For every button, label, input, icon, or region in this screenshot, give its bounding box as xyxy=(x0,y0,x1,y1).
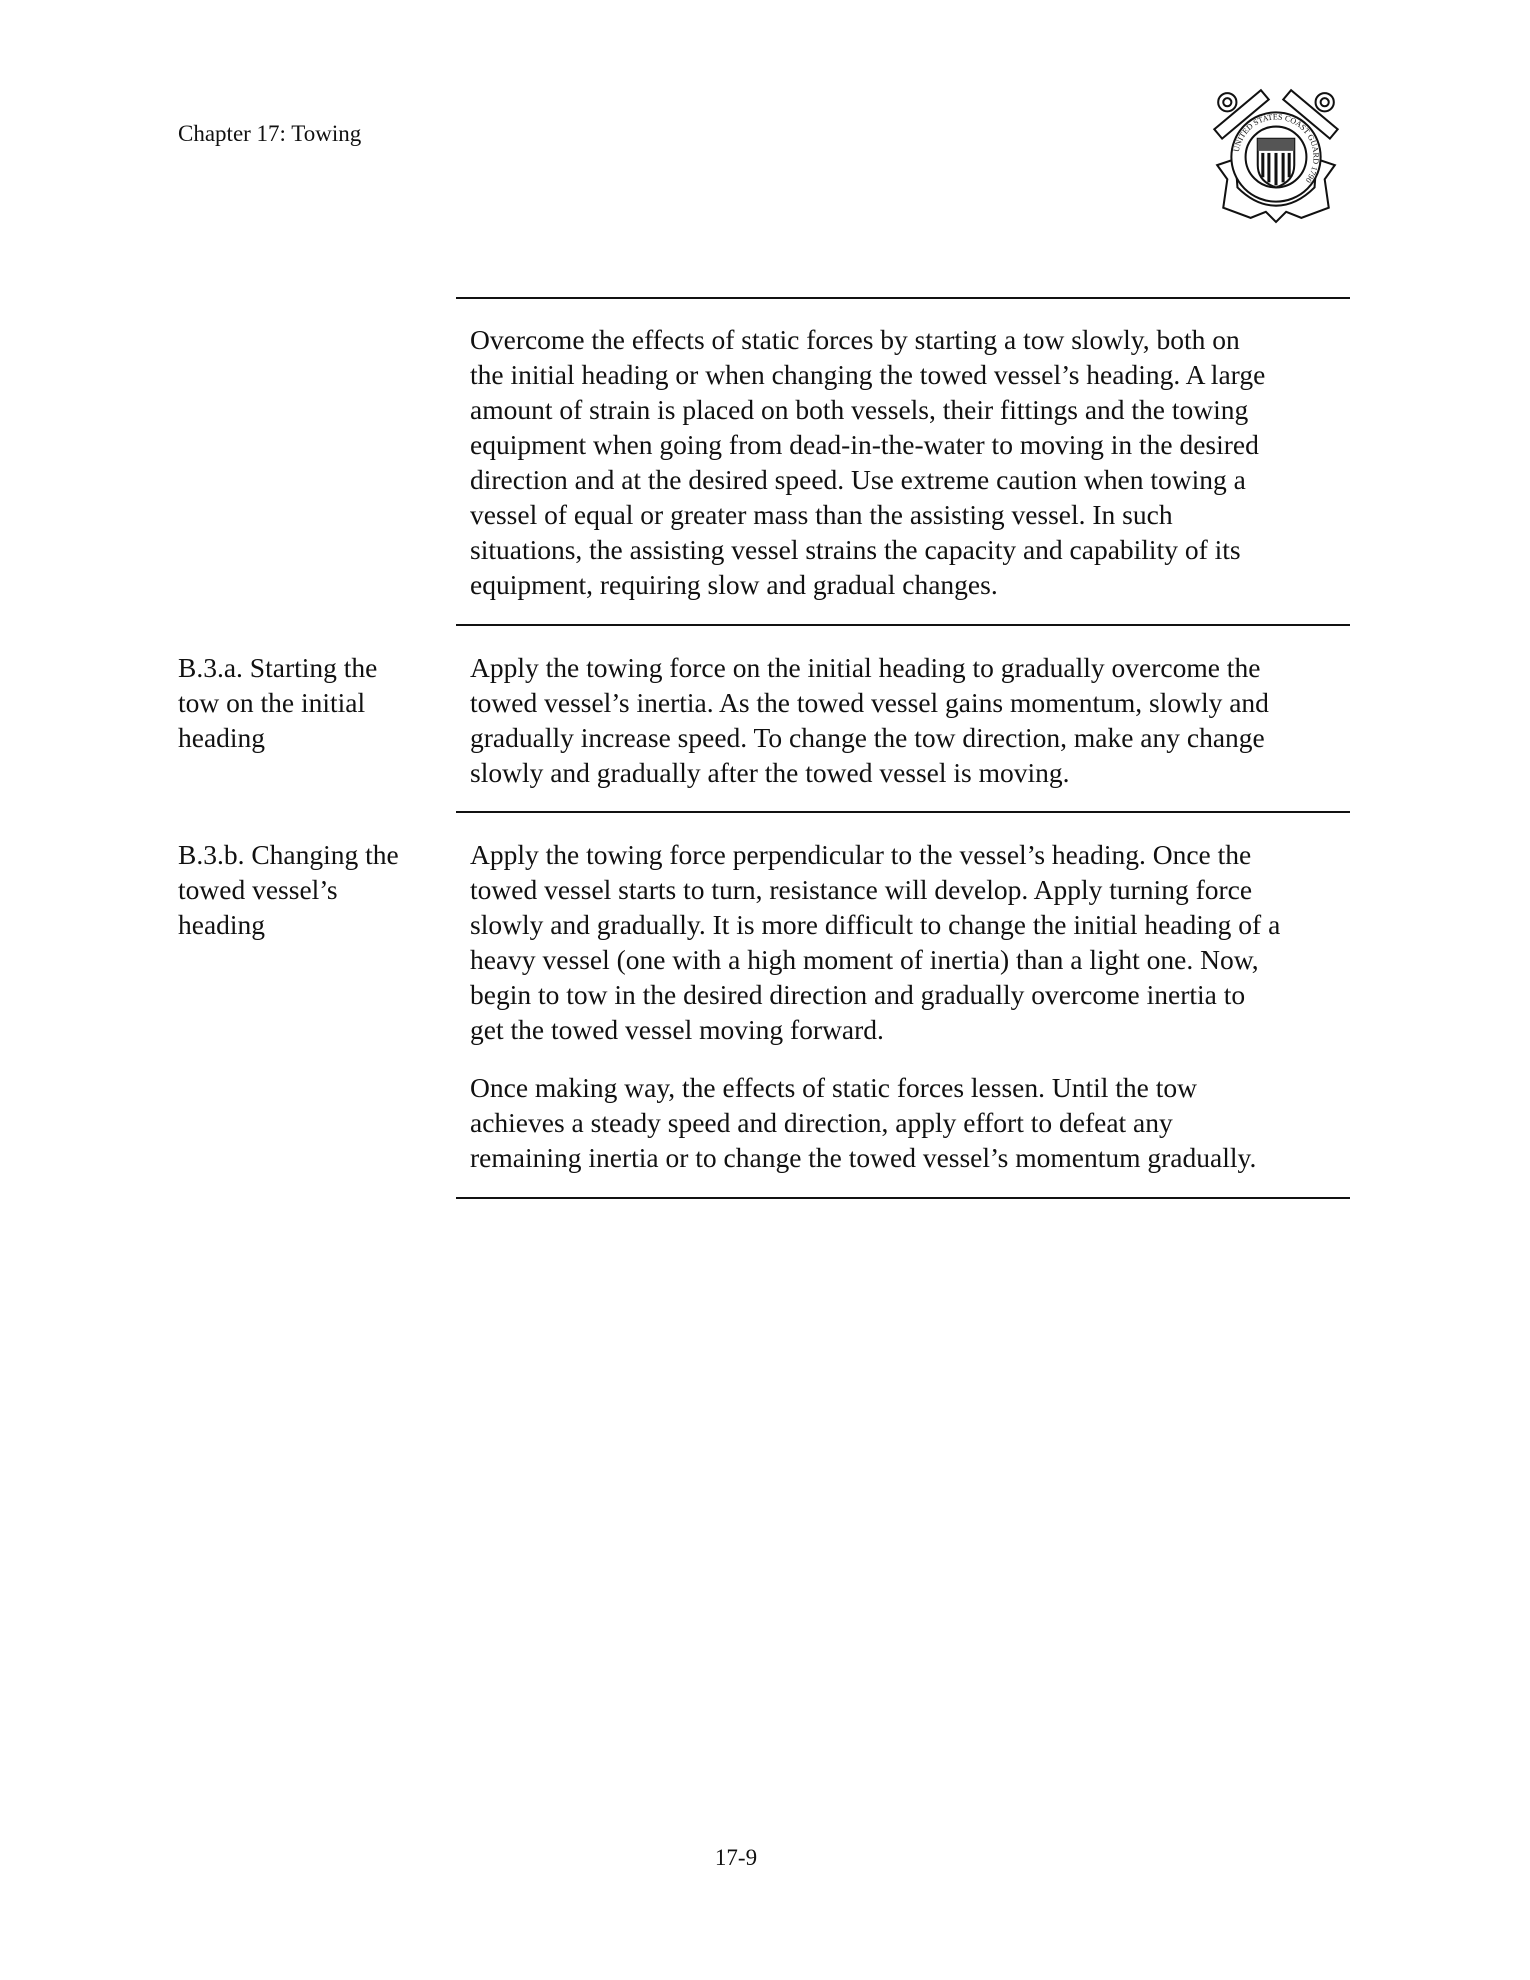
text-line: slowly and gradually. It is more difficult to change the initial heading of a xyxy=(470,909,1281,940)
text-line: Once making way, the effects of static forces lessen. Until the tow xyxy=(470,1072,1197,1103)
text-line: heavy vessel (one with a high moment of inertia) than a light one. Now, xyxy=(470,944,1259,975)
section-label-b3a xyxy=(178,650,377,755)
label-line: B.3.b. Changing the xyxy=(178,839,399,870)
svg-text:UNITED STATES COAST GUARD 1790: UNITED STATES COAST GUARD 1790 xyxy=(1231,112,1321,185)
coast-guard-seal-logo xyxy=(1205,86,1347,228)
label-line: tow on the initial xyxy=(178,687,366,718)
label-line: B.3.a. Starting the xyxy=(178,652,378,683)
divider-line xyxy=(456,1197,1350,1199)
section-b3b-paragraph-1 xyxy=(470,837,1280,1047)
text-line: the initial heading or when changing the towed vessel’s heading. A large xyxy=(470,359,1266,390)
text-line: remaining inertia or to change the towed vessel’s momentum gradually. xyxy=(470,1142,1257,1173)
text-line: amount of strain is placed on both vessels, their fittings and the towing xyxy=(470,394,1249,425)
text-line: achieves a steady speed and direction, apply effort to defeat any xyxy=(470,1107,1173,1138)
text-line: situations, the assisting vessel strains the capacity and capability of its xyxy=(470,534,1241,565)
text-line: equipment, requiring slow and gradual changes. xyxy=(470,569,998,600)
text-line: Apply the towing force perpendicular to the vessel’s heading. Once the xyxy=(470,839,1252,870)
label-line: towed vessel’s xyxy=(178,874,338,905)
divider-line xyxy=(456,811,1350,813)
text-line: direction and at the desired speed. Use extreme caution when towing a xyxy=(470,464,1246,495)
divider-line xyxy=(456,297,1350,299)
section-label-b3b xyxy=(178,837,399,942)
label-line: heading xyxy=(178,722,266,753)
text-line: gradually increase speed. To change the tow direction, make any change xyxy=(470,722,1265,753)
chapter-header: Chapter 17: Towing xyxy=(178,121,362,146)
text-line: equipment when going from dead-in-the-water to moving in the desired xyxy=(470,429,1259,460)
text-line: towed vessel starts to turn, resistance will develop. Apply turning force xyxy=(470,874,1253,905)
section-b3a-paragraph xyxy=(470,650,1269,790)
text-line: vessel of equal or greater mass than the assisting vessel. In such xyxy=(470,499,1173,530)
section-b3b-paragraph-2 xyxy=(470,1070,1256,1175)
text-line: get the towed vessel moving forward. xyxy=(470,1014,884,1045)
intro-paragraph xyxy=(470,322,1265,602)
label-line: heading xyxy=(178,909,266,940)
page-number: 17-9 xyxy=(714,1845,758,1870)
text-line: slowly and gradually after the towed vessel is moving. xyxy=(470,757,1070,788)
text-line: begin to tow in the desired direction and gradually overcome inertia to xyxy=(470,979,1246,1010)
text-line: Apply the towing force on the initial heading to gradually overcome the xyxy=(470,652,1261,683)
text-line: Overcome the effects of static forces by starting a tow slowly, both on xyxy=(470,324,1240,355)
text-line: towed vessel’s inertia. As the towed vessel gains momentum, slowly and xyxy=(470,687,1269,718)
divider-line xyxy=(456,624,1350,626)
